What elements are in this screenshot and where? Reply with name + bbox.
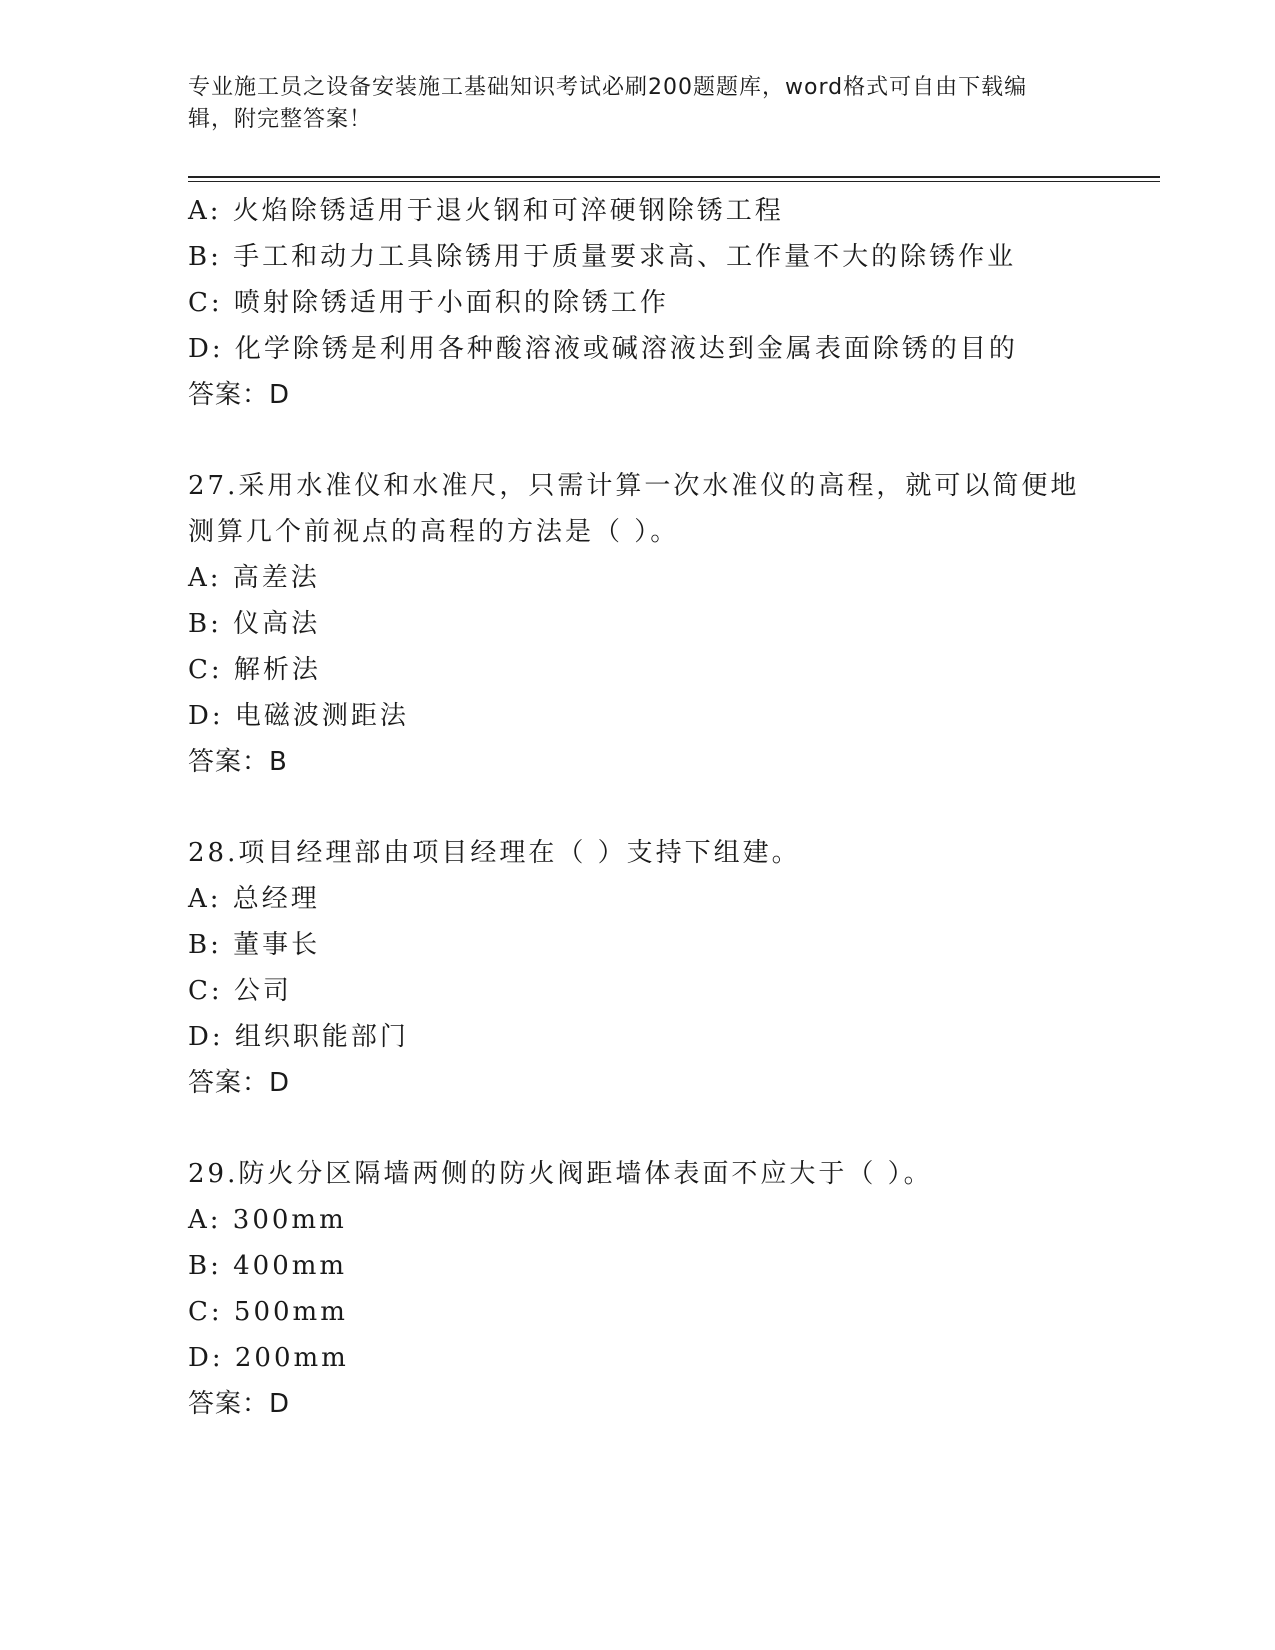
answer-line: 答案：B xyxy=(188,747,288,777)
option-a: A: 高差法 xyxy=(188,563,320,593)
question-26 xyxy=(188,188,1148,418)
option-a: A: 总经理 xyxy=(188,884,320,914)
option-c: C: 公司 xyxy=(188,976,292,1006)
option-b: B: 手工和动力工具除锈用于质量要求高、工作量不大的除锈作业 xyxy=(188,242,1017,272)
option-c: C: 喷射除锈适用于小面积的除锈工作 xyxy=(188,288,669,318)
question-text: 27.采用水准仪和水准尺，只需计算一次水准仪的高程，就可以简便地测算几个前视点的高程的方法是（ ）。 xyxy=(188,471,1080,547)
option-d: D: 组织职能部门 xyxy=(188,1022,409,1052)
header-divider-thin xyxy=(188,181,1160,182)
question-text: 28.项目经理部由项目经理在（ ）支持下组建。 xyxy=(188,838,801,868)
option-a: A: 300mm xyxy=(188,1205,347,1235)
answer-line: 答案：D xyxy=(188,380,291,410)
option-b: B: 400mm xyxy=(188,1251,348,1281)
question-28 xyxy=(188,830,1148,1106)
option-d: D: 电磁波测距法 xyxy=(188,701,409,731)
option-d: D: 化学除锈是利用各种酸溶液或碱溶液达到金属表面除锈的目的 xyxy=(188,334,1018,364)
option-d: D: 200mm xyxy=(188,1343,349,1373)
option-a: A: 火焰除锈适用于退火钢和可淬硬钢除锈工程 xyxy=(188,196,784,226)
option-b: B: 仪高法 xyxy=(188,609,321,639)
question-text: 29.防火分区隔墙两侧的防火阀距墙体表面不应大于（ ）。 xyxy=(188,1159,933,1189)
question-list xyxy=(188,188,1148,1427)
answer-line: 答案：D xyxy=(188,1068,291,1098)
option-b: B: 董事长 xyxy=(188,930,321,960)
question-29 xyxy=(188,1151,1148,1427)
question-27 xyxy=(188,463,1148,785)
document-header: 专业施工员之设备安装施工基础知识考试必刷200题题库，word格式可自由下载编辑，附完整答案！ xyxy=(188,75,1028,132)
option-c: C: 解析法 xyxy=(188,655,321,685)
option-c: C: 500mm xyxy=(188,1297,348,1327)
header-divider-thick xyxy=(188,176,1160,178)
answer-line: 答案：D xyxy=(188,1389,291,1419)
